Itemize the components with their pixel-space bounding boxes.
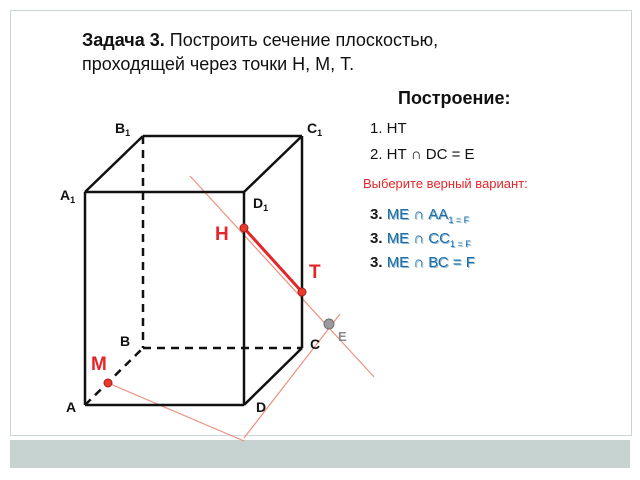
label-b: B [120,333,131,349]
option-1-number: 3. [370,206,383,223]
label-d: D [256,399,267,415]
label-b1: $B_1$ [115,120,131,138]
edge-a1b1 [85,136,143,192]
label-m: M [91,354,107,375]
label-h: H [215,224,229,245]
problem-text-line1: Построить сечение плоскостью, [164,30,439,50]
option-1-sub: 1 = F [448,215,470,225]
label-d1: $D_1$ [253,195,269,213]
option-2-sub: 1 = F [449,239,471,249]
edge-dc [244,348,302,405]
point-m [104,379,112,387]
option-2-number: 3. [370,230,383,247]
label-c: C [310,336,321,352]
step-1: 1. НТ [370,120,407,137]
label-c1: $C_1$ [307,120,323,138]
label-a1: $A_1$ [60,187,76,205]
construction-heading: Построение: [398,88,511,108]
step-2: 2. НТ ∩ DC = E [370,146,475,163]
segment-ht [244,228,302,292]
choose-prompt: Выберите верный вариант: [363,176,528,191]
option-1-text: МЕ ∩ АА [386,206,449,223]
point-t [298,288,306,296]
problem-number: Задача 3. [82,30,165,50]
edge-c1d1 [244,136,302,192]
problem-text-line2: проходящей через точки Н, М, Т. [82,54,355,74]
label-e: E [338,329,347,344]
point-h [240,224,248,232]
option-2-text: МЕ ∩ СС [386,230,450,247]
label-t: T [309,262,321,283]
line-dc-extension [244,314,340,438]
point-e [324,319,334,329]
option-3-number: 3. [370,254,383,271]
option-3-text: МЕ ∩ ВС = F [386,254,475,271]
line-me [108,383,244,441]
label-a: A [66,399,77,415]
